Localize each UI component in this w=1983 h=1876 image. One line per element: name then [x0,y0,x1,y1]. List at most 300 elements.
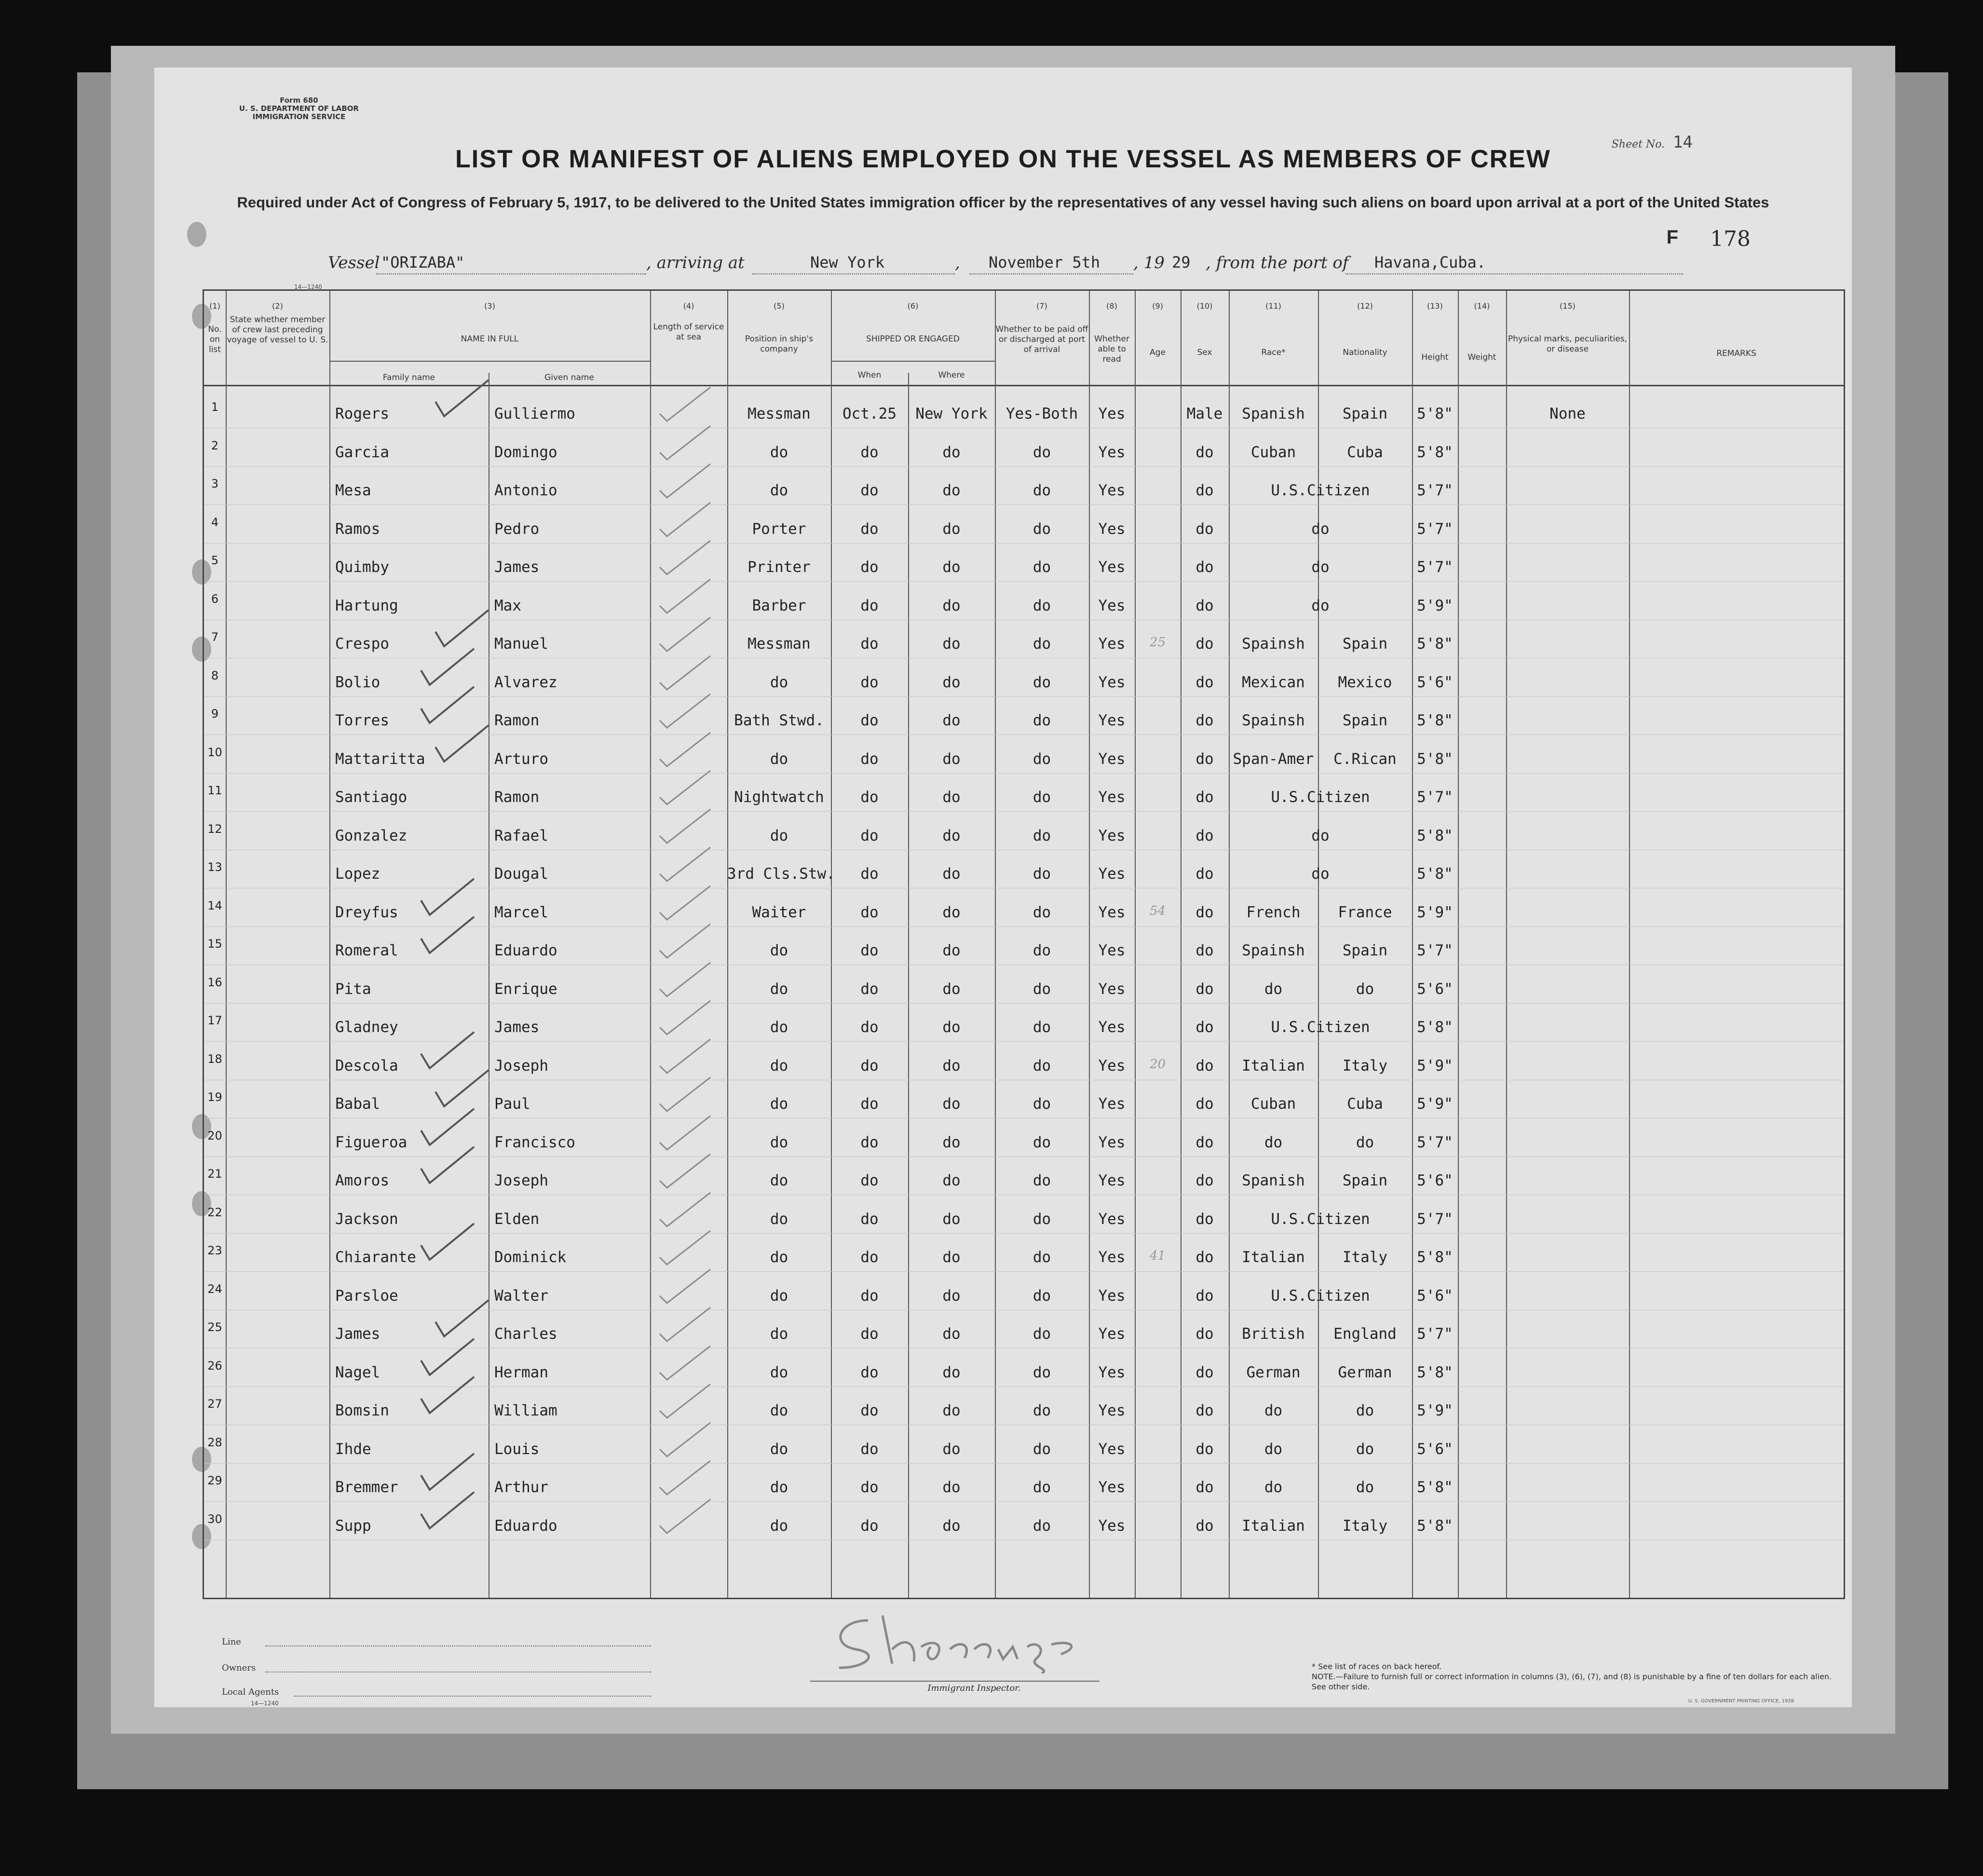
given-name-cell: Joseph [494,1172,548,1189]
vessel-name: "ORIZABA" [381,253,465,272]
row-number-cell: 5 [211,554,219,567]
row-number-cell: 27 [207,1397,222,1411]
position-cell: do [770,443,788,461]
height-cell: 5'8" [1417,635,1453,653]
family-name-cell: Jackson [335,1210,398,1228]
position-cell: do [770,1287,788,1305]
header-physical-marks: Physical marks, peculiarities, or disease [1508,334,1628,354]
form-code: 14—1240 [294,284,322,290]
shipped-where-cell: do [942,635,961,653]
family-name-cell: Ramos [335,520,380,538]
sex-cell: do [1195,1363,1214,1381]
family-name-cell: Supp [335,1517,371,1535]
shipped-when-cell: do [860,1325,879,1343]
given-name-cell: Dominick [494,1249,567,1266]
shipped-where-cell: do [942,865,961,883]
check-mark-icon [657,884,715,922]
check-mark-icon [657,385,715,423]
row-number-cell: 30 [207,1512,222,1526]
table-row [204,1233,1844,1272]
able-to-read-cell: Yes [1098,903,1126,921]
header-age: Age [1150,348,1166,357]
sheet-number-value: 14 [1673,133,1693,152]
shipped-when-cell: do [860,1363,879,1381]
position-cell: Printer [747,558,811,576]
family-name-cell: Rogers [335,405,389,422]
shipped-where-cell: do [942,1440,961,1458]
column-number: (12) [1357,301,1373,311]
check-mark-icon [657,1497,715,1536]
height-cell: 5'8" [1417,750,1453,768]
nationality-cell: Italy [1342,1249,1388,1266]
shipped-where-cell: do [942,712,961,729]
able-to-read-cell: Yes [1098,1402,1126,1419]
row-number-cell: 28 [207,1435,222,1449]
race-cell: do [1264,1440,1283,1458]
family-name-cell: Descola [335,1057,398,1074]
check-mark-icon [657,1114,715,1152]
check-mark-icon [657,1152,715,1190]
shipped-when-cell: do [860,1287,879,1305]
row-number-cell: 22 [207,1205,222,1219]
able-to-read-cell: Yes [1098,980,1126,998]
height-cell: 5'7" [1417,1325,1453,1343]
inspector-signature-line [810,1681,1100,1682]
check-mark-icon [657,807,715,845]
column-number: (3) [484,301,495,311]
row-number-cell: 6 [211,592,219,606]
header-where: Where [938,370,965,380]
shipped-where-cell: do [942,1517,961,1535]
row-number-cell: 4 [211,515,219,529]
able-to-read-cell: Yes [1098,405,1126,422]
row-number-cell: 24 [207,1282,222,1296]
height-cell: 5'6" [1417,980,1453,998]
column-number: (9) [1152,301,1163,311]
column-number: (4) [683,301,694,311]
form-identifier [222,96,376,121]
given-name-cell: Antonio [494,482,557,499]
nationality-cell: Cuba [1347,1095,1383,1113]
height-cell: 5'9" [1417,1402,1453,1419]
age-cell: 54 [1149,903,1166,918]
race-cell: Spainsh [1242,942,1305,959]
family-name-cell: Lopez [335,865,380,883]
given-name-cell: Arturo [494,750,548,768]
check-mark-icon [416,912,479,955]
shipped-when-cell: do [860,1210,879,1228]
sex-cell: do [1195,827,1214,844]
position-cell: Barber [752,597,806,614]
height-cell: 5'7" [1417,482,1453,499]
line-field [265,1645,651,1646]
height-cell: 5'7" [1417,1210,1453,1228]
able-to-read-cell: Yes [1098,1057,1126,1074]
given-name-cell: Pedro [494,520,540,538]
from-label: , from the port of [1206,253,1349,272]
given-name-cell: Ramon [494,712,540,729]
position-cell: do [770,1517,788,1535]
position-cell: Nightwatch [734,788,824,806]
family-name-cell: Amoros [335,1172,389,1189]
check-mark-icon [657,1075,715,1114]
position-cell: do [770,1210,788,1228]
form-department: U. S. DEPARTMENT OF LABOR [239,104,359,113]
paid-off-cell: do [1032,635,1051,653]
paid-off-cell: do [1032,1172,1051,1189]
nationality-cell: C.Rican [1333,750,1397,768]
family-name-cell: Parsloe [335,1287,398,1305]
owners-label: Owners [222,1663,256,1673]
sex-cell: do [1195,1249,1214,1266]
agents-field [294,1696,651,1697]
height-cell: 5'8" [1417,443,1453,461]
race-cell: U.S.Citizen [1271,482,1370,499]
shipped-where-cell: do [942,1057,961,1074]
check-mark-icon [657,538,715,577]
shipped-where-cell: do [942,1363,961,1381]
shipped-when-cell: do [860,942,879,959]
height-cell: 5'8" [1417,1479,1453,1496]
race-cell: do [1311,827,1330,844]
race-cell: do [1264,1402,1283,1419]
race-cell: Italian [1242,1517,1305,1535]
date-comma: , [955,253,960,272]
nationality-cell: do [1356,1440,1374,1458]
sex-cell: do [1195,712,1214,729]
check-mark-icon [431,720,493,764]
able-to-read-cell: Yes [1098,750,1126,768]
position-cell: do [770,1325,788,1343]
position-cell: do [770,827,788,844]
race-cell: Spainsh [1242,635,1305,653]
paid-off-cell: do [1032,1287,1051,1305]
race-cell: French [1246,903,1301,921]
family-name-cell: Ihde [335,1440,371,1458]
year-prefix: , 19 [1133,253,1165,272]
paid-off-cell: do [1032,1133,1051,1151]
race-cell: do [1311,558,1330,576]
form-service: IMMIGRATION SERVICE [252,112,346,121]
family-name-cell: Mattaritta [335,750,425,768]
check-mark-icon [416,644,479,687]
nationality-cell: do [1356,980,1374,998]
nationality-cell: do [1356,1402,1374,1419]
able-to-read-cell: Yes [1098,942,1126,959]
header-position: Position in ship's company [745,334,814,354]
header-weight: Weight [1467,353,1496,362]
family-name-cell: Dreyfus [335,903,398,921]
nationality-cell: Spain [1342,1172,1388,1189]
paid-off-cell: do [1032,1363,1051,1381]
given-name-cell: Dougal [494,865,548,883]
shipped-when-cell: do [860,865,879,883]
position-cell: do [770,1172,788,1189]
able-to-read-cell: Yes [1098,1363,1126,1381]
paid-off-cell: do [1032,520,1051,538]
column-number: (2) [272,301,283,311]
position-cell: do [770,1249,788,1266]
able-to-read-cell: Yes [1098,827,1126,844]
row-number-cell: 15 [207,937,222,951]
header-given-name: Given name [544,373,594,382]
able-to-read-cell: Yes [1098,1172,1126,1189]
arrival-date: November 5th [989,253,1100,272]
race-cell: Spanish [1242,405,1305,422]
check-mark-icon [416,1372,479,1415]
sex-cell: do [1195,1210,1214,1228]
family-name-cell: Figueroa [335,1133,407,1151]
sex-cell: do [1195,1287,1214,1305]
sex-cell: do [1195,673,1214,691]
race-cell: do [1311,597,1330,614]
form-number: Form 680 [280,96,318,105]
family-name-cell: Quimby [335,558,389,576]
row-number-cell: 26 [207,1359,222,1373]
able-to-read-cell: Yes [1098,1440,1126,1458]
row-number-cell: 10 [207,745,222,759]
age-cell: 25 [1149,635,1166,650]
printing-office: U. S. GOVERNMENT PRINTING OFFICE, 1928 [1688,1699,1794,1704]
binder-hole-icon [187,222,206,247]
row-number-cell: 23 [207,1244,222,1257]
nationality-cell: do [1356,1133,1374,1151]
paid-off-cell: do [1032,712,1051,729]
given-name-cell: William [494,1402,557,1419]
able-to-read-cell: Yes [1098,1133,1126,1151]
header-state-whether: State whether member of crew last preceding voyage of vessel to U. S. [227,315,328,345]
check-mark-icon [657,730,715,769]
age-cell: 41 [1149,1249,1166,1263]
height-cell: 5'9" [1417,1057,1453,1074]
check-mark-icon [657,922,715,960]
position-cell: Waiter [752,903,806,921]
family-name-cell: Torres [335,712,389,729]
header-height: Height [1421,353,1449,362]
row-number-cell: 19 [207,1090,222,1104]
height-cell: 5'9" [1417,597,1453,614]
header-paid-off: Whether to be paid off or discharged at port of arrival [995,325,1088,354]
table-row [204,543,1844,582]
check-mark-icon [657,960,715,999]
able-to-read-cell: Yes [1098,1479,1126,1496]
inspector-label: Immigrant Inspector. [927,1683,1021,1693]
given-name-cell: Enrique [494,980,557,998]
header-nationality: Nationality [1343,348,1387,357]
race-cell: Spainsh [1242,712,1305,729]
given-name-cell: Ramon [494,788,540,806]
check-mark-icon [657,1458,715,1497]
shipped-when-cell: do [860,1440,879,1458]
position-cell: do [770,673,788,691]
paid-off-cell: do [1032,942,1051,959]
paid-off-cell: do [1032,1057,1051,1074]
footer-note [1312,1661,1842,1692]
paid-off-cell: do [1032,980,1051,998]
check-mark-icon [431,605,493,649]
check-mark-icon [657,1037,715,1075]
sex-cell: do [1195,1479,1214,1496]
crew-manifest-table [203,289,1845,1599]
paid-off-cell: do [1032,1325,1051,1343]
family-name-cell: Hartung [335,597,398,614]
shipped-when-cell: do [860,520,879,538]
family-name-cell: James [335,1325,380,1343]
height-cell: 5'9" [1417,1095,1453,1113]
row-number-cell: 17 [207,1014,222,1027]
able-to-read-cell: Yes [1098,1287,1126,1305]
header-able-to-read: Whether able to read [1094,334,1129,364]
line-label: Line [222,1637,241,1647]
able-to-read-cell: Yes [1098,712,1126,729]
row-number-cell: 18 [207,1052,222,1066]
paid-off-cell: do [1032,482,1051,499]
row-number-cell: 13 [207,860,222,874]
sex-cell: do [1195,597,1214,614]
paid-off-cell: do [1032,597,1051,614]
nationality-cell: Spain [1342,942,1388,959]
position-cell: do [770,980,788,998]
header-length-service: Length of service at sea [653,322,724,342]
race-cell: Italian [1242,1057,1305,1074]
shipped-when-cell: do [860,1019,879,1036]
shipped-when-cell: do [860,1095,879,1113]
able-to-read-cell: Yes [1098,635,1126,653]
sex-cell: do [1195,1440,1214,1458]
sex-cell: do [1195,788,1214,806]
race-cell: U.S.Citizen [1271,1210,1370,1228]
table-row [204,505,1844,544]
race-cell: do [1311,865,1330,883]
race-cell: U.S.Citizen [1271,1287,1370,1305]
check-mark-icon [416,682,479,725]
paid-off-cell: do [1032,827,1051,844]
paid-off-cell: do [1032,1517,1051,1535]
given-name-cell: Eduardo [494,942,557,959]
paid-off-cell: do [1032,1095,1051,1113]
check-mark-icon [416,1219,479,1262]
column-number: (10) [1196,301,1213,311]
family-name-cell: Bremmer [335,1479,398,1496]
shipped-where-cell: do [942,1172,961,1189]
column-number: (13) [1427,301,1443,311]
shipped-when-cell: do [860,558,879,576]
header-sex: Sex [1197,348,1212,357]
arrival-port: New York [810,253,885,272]
paid-off-cell: do [1032,673,1051,691]
able-to-read-cell: Yes [1098,788,1126,806]
height-cell: 5'8" [1417,712,1453,729]
table-row [204,735,1844,774]
able-to-read-cell: Yes [1098,520,1126,538]
shipped-when-cell: do [860,903,879,921]
nationality-cell: England [1333,1325,1397,1343]
nationality-cell: France [1338,903,1392,921]
shipped-where-cell: do [942,1019,961,1036]
table-row [204,1387,1844,1425]
sex-cell: do [1195,980,1214,998]
shipped-where-cell: do [942,788,961,806]
row-number-cell: 29 [207,1474,222,1487]
group-divider [329,361,650,362]
table-row [204,1156,1844,1195]
height-cell: 5'8" [1417,1019,1453,1036]
given-name-cell: Eduardo [494,1517,557,1535]
height-cell: 5'8" [1417,1249,1453,1266]
inspector-signature [810,1601,1119,1673]
check-mark-icon [657,1305,715,1344]
position-cell: do [770,1402,788,1419]
family-name-cell: Santiago [335,788,407,806]
sex-cell: do [1195,1019,1214,1036]
height-cell: 5'7" [1417,558,1453,576]
shipped-where-cell: do [942,597,961,614]
row-number-cell: 9 [211,707,219,720]
position-cell: 3rd Cls.Stw. [727,865,835,883]
shipped-when-cell: do [860,827,879,844]
check-mark-icon [657,500,715,539]
family-name-cell: Gladney [335,1019,398,1036]
arriving-label: , arriving at [646,253,745,272]
header-race: Race* [1261,348,1286,357]
shipped-when-cell: do [860,1517,879,1535]
height-cell: 5'6" [1417,673,1453,691]
shipped-where-cell: do [942,1095,961,1113]
race-cell: do [1264,1133,1283,1151]
sex-cell: do [1195,558,1214,576]
shipped-when-cell: do [860,635,879,653]
given-name-cell: Walter [494,1287,548,1305]
shipped-when-cell: do [860,1172,879,1189]
check-mark-icon [657,423,715,462]
check-mark-icon [657,1420,715,1459]
height-cell: 5'8" [1417,865,1453,883]
family-name-cell: Mesa [335,482,371,499]
group-divider [831,361,995,362]
shipped-when-cell: do [860,673,879,691]
row-number-cell: 2 [211,438,219,452]
sex-cell: do [1195,635,1214,653]
check-mark-icon [657,692,715,730]
able-to-read-cell: Yes [1098,1019,1126,1036]
nationality-cell: Italy [1342,1517,1388,1535]
position-cell: do [770,1057,788,1074]
sex-cell: do [1195,903,1214,921]
paid-off-cell: do [1032,788,1051,806]
sex-cell: do [1195,443,1214,461]
shipped-when-cell: do [860,1402,879,1419]
position-cell: do [770,1095,788,1113]
check-mark-icon [416,1027,479,1071]
race-cell: U.S.Citizen [1271,1019,1370,1036]
shipped-where-cell: do [942,827,961,844]
column-number: (8) [1106,301,1117,311]
check-mark-icon [657,1344,715,1382]
row-number-cell: 11 [207,784,222,797]
shipped-when-cell: do [860,597,879,614]
able-to-read-cell: Yes [1098,673,1126,691]
given-name-cell: James [494,1019,540,1036]
given-name-cell: Arthur [494,1479,548,1496]
nationality-cell: Spain [1342,712,1388,729]
able-to-read-cell: Yes [1098,1249,1126,1266]
race-note: * See list of races on back hereof. [1312,1662,1442,1671]
able-to-read-cell: Yes [1098,597,1126,614]
column-number: (14) [1474,301,1490,311]
able-to-read-cell: Yes [1098,1325,1126,1343]
height-cell: 5'8" [1417,1363,1453,1381]
check-mark-icon [657,1267,715,1305]
